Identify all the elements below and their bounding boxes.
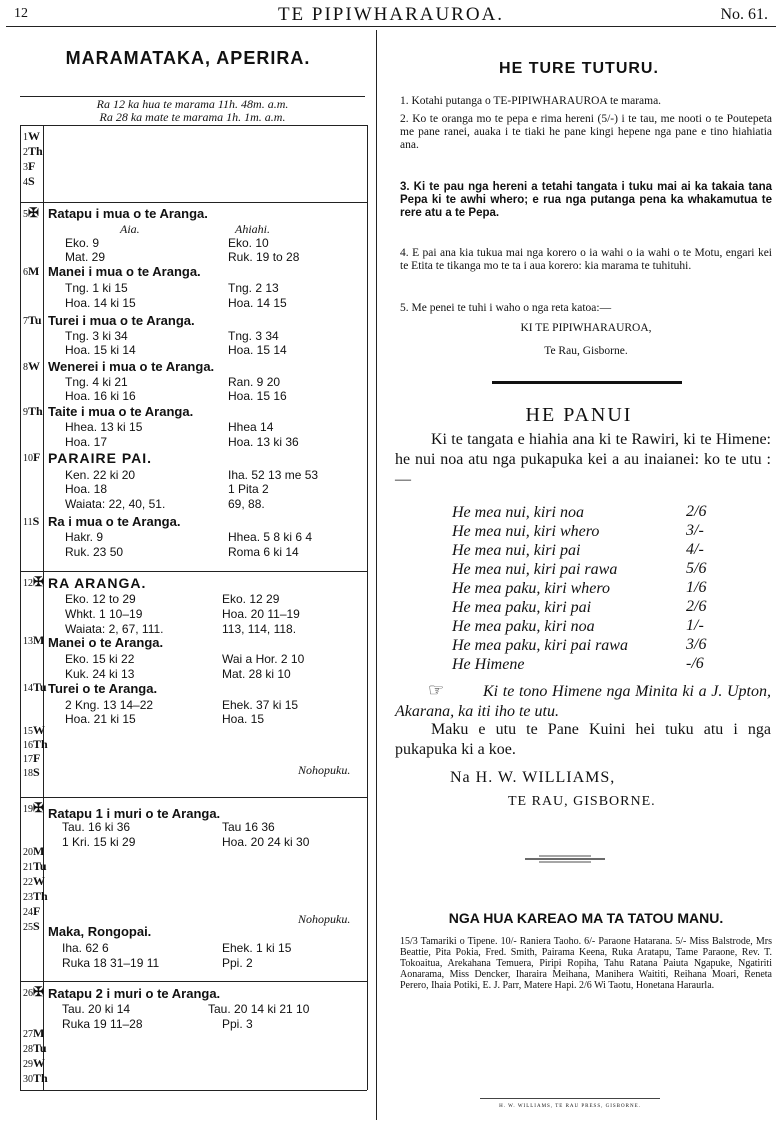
reading-morning: Tng. 4 ki 21: [65, 375, 128, 389]
reading-evening: Tau 16 36: [222, 820, 275, 834]
day-8: 8W: [23, 359, 40, 373]
day-25: 25S: [23, 919, 40, 933]
day-9: 9Th: [23, 404, 43, 418]
book-item: He Himene: [452, 656, 525, 673]
day-28: 28Tu: [23, 1041, 47, 1055]
reading-evening: Hhea 14: [228, 420, 274, 434]
reading-morning: Hakr. 9: [65, 530, 104, 544]
day-16: 16Th: [23, 737, 48, 751]
reading-morning: Ruk. 23 50: [65, 545, 124, 559]
day-21: 21Tu: [23, 859, 47, 873]
donations-list: 15/3 Tamariki o Tipene. 10/- Raniera Taoho. 6/- Paraone Hatarana. 5/- Miss Balstrode, Mrs Beattie, Pita Pokia, Fred. Smith, Pairama Keena, Ruka Aratapu, Tame Paraone, Rev. T. Tokoaitua, Arekahana Temuera, Piripi Ropiha, Tahu Ratana Paiuta Ngapuke, Ngatiriti Aonarama, Miss Dencker, Iharaira Meihana, Manihera Waititi, Reihana Moari, Reneta Perero, Ihaia Potiki, E. J. Parr, Matere Hapi. 2/6 Wi Taotu, Honetana Haraurla.: [400, 936, 772, 991]
signature-name: Na H. W. WILLIAMS,: [450, 769, 616, 786]
reading-morning: Ruka 18 31–19 11: [62, 956, 160, 970]
moon-new: Ra 28 ka mate te marama 1h. 1m. a.m.: [99, 110, 286, 124]
reading-evening: Tng. 2 13: [228, 281, 279, 295]
rules-title: HE TURE TUTURU.: [499, 60, 659, 77]
reading-morning: Tau. 16 ki 36: [62, 820, 131, 834]
reading-morning: Hoa. 16 ki 16: [65, 389, 136, 403]
book-price: 3/6: [686, 636, 707, 653]
day-30: 30Th: [23, 1071, 48, 1085]
reading-morning: Hhea. 13 ki 15: [65, 420, 143, 434]
hymns-morning: Waiata: 2, 67, 111.: [65, 622, 164, 636]
book-price: 4/-: [686, 541, 704, 558]
page-number: 12: [14, 6, 28, 21]
panui-intro: Ki te tangata e hiahia ana ki te Rawiri, ki te Himene: he nui noa atu nga pukapuka kei a au inaianei: ko te utu :—: [395, 431, 771, 488]
reading-evening: Ruk. 19 to 28: [228, 250, 300, 264]
reading-morning: Hoa. 17: [65, 435, 108, 449]
calendar-day-rule: [43, 125, 44, 1090]
reading-evening: Ppi. 3: [222, 1017, 253, 1031]
book-item: He mea nui, kiri pai rawa: [452, 561, 618, 578]
book-price: 2/6: [686, 503, 707, 520]
book-price: 3/-: [686, 522, 704, 539]
reading-evening: Hhea. 5 8 ki 6 4: [228, 530, 313, 544]
hymn-note: Ki te tono Himene nga Minita ki a J. Upton, Akarana, ka iti iho te utu.: [395, 683, 771, 720]
entry-title: PARAIRE PAI.: [48, 450, 153, 466]
entry-title: Manei i mua o te Aranga.: [48, 264, 201, 279]
address-line-2: Te Rau, Gisborne.: [544, 345, 628, 357]
day-23: 23Th: [23, 889, 48, 903]
rule-1: 1. Kotahi putanga o TE-PIPIWHARAUROA te marama.: [400, 95, 662, 107]
calendar-title: MARAMATAKA, APERIRA.: [65, 48, 311, 68]
page-header: [6, 4, 776, 27]
reading-evening: Iha. 52 13 me 53: [228, 468, 319, 482]
reading-morning: Ken. 22 ki 20: [65, 468, 136, 482]
hymns-evening: 113, 114, 118.: [222, 622, 297, 636]
reading-morning: Hoa. 15 ki 14: [65, 343, 136, 357]
rule-5: 5. Me penei te tuhi i waho o nga reta katoa:—: [400, 302, 612, 314]
footer-rule: [480, 1098, 660, 1099]
donations-title: NGA HUA KAREAO MA TA TATOU MANU.: [448, 910, 724, 926]
reading-morning: Tng. 3 ki 34: [65, 329, 128, 343]
entry-title: Ratapu i mua o te Aranga.: [48, 206, 208, 221]
section-rule: [492, 381, 682, 384]
day-7: 7Tu: [23, 313, 42, 327]
issue-number: No. 61.: [720, 6, 768, 23]
morning-label: Aia.: [120, 222, 140, 236]
reading-evening: Eko. 10: [228, 236, 269, 250]
entry-title: Turei o te Aranga.: [48, 681, 158, 696]
entry-title: Ra i mua o te Aranga.: [48, 514, 181, 529]
day-4: 4S: [23, 174, 35, 188]
day-27: 27M: [23, 1026, 45, 1040]
book-price: 5/6: [686, 560, 707, 577]
rule-3: 3. Ki te pau nga hereni a tetahi tangata i tuku mai ai ka takaia tana Pepa ki te awhi whero; e rua nga putanga pena ka whakamutua te rere atu a te Pepa.: [400, 181, 772, 219]
day-26: 26✠: [23, 984, 44, 999]
entry-title: Ratapu 2 i muri o te Aranga.: [48, 986, 221, 1001]
reading-evening: Hoa. 15 14: [228, 343, 287, 357]
entry-title: Maka, Rongopai.: [48, 924, 152, 939]
reading-evening: 1 Pita 2: [228, 482, 269, 496]
reading-evening: Wai a Hor. 2 10: [222, 652, 305, 666]
book-item: He mea nui, kiri whero: [452, 523, 600, 540]
day-3: 3F: [23, 159, 36, 173]
book-price: 1/-: [686, 617, 704, 634]
hymns-morning: Waiata: 22, 40, 51.: [65, 497, 166, 511]
moon-full: Ra 12 ka hua te marama 11h. 48m. a.m.: [96, 97, 289, 111]
day-20: 20M: [23, 844, 45, 858]
reading-evening: Hoa. 15: [222, 712, 265, 726]
week-line: [20, 571, 367, 572]
reading-evening: Hoa. 14 15: [228, 296, 287, 310]
day-19: 19✠: [23, 800, 44, 815]
calendar-right-rule: [367, 125, 368, 1090]
reading-morning: Mat. 29: [65, 250, 106, 264]
week-line: [20, 1090, 367, 1091]
reading-evening: Ehek. 1 ki 15: [222, 941, 292, 955]
day-29: 29W: [23, 1056, 45, 1070]
panui-title: HE PANUI: [525, 404, 633, 426]
reading-evening: Hoa. 20 24 ki 30: [222, 835, 310, 849]
reading-morning: Hoa. 21 ki 15: [65, 712, 136, 726]
signature-address: TE RAU, GISBORNE.: [508, 794, 656, 809]
book-item: He mea nui, kiri noa: [452, 504, 584, 521]
calendar-left-rule: [20, 125, 21, 1090]
reading-evening: Hoa. 15 16: [228, 389, 287, 403]
entry-title: Wenerei i mua o te Aranga.: [48, 359, 215, 374]
book-price: 2/6: [686, 598, 707, 615]
reading-evening: Hoa. 20 11–19: [222, 607, 300, 621]
reading-evening: Mat. 28 ki 10: [222, 667, 291, 681]
reading-evening: Ppi. 2: [222, 956, 253, 970]
rule-4: 4. E pai ana kia tukua mai nga korero o ia wahi o ia wahi o te Motu, engari kei te Etita te tikanga mo te ta i aua korero: kia marama te tuhituhi.: [400, 247, 772, 272]
week-line: [20, 981, 367, 982]
lent-note: Nohopuku.: [298, 763, 351, 777]
book-price: 1/6: [686, 579, 707, 596]
entry-title: Ratapu 1 i muri o te Aranga.: [48, 806, 221, 821]
reading-evening: Tng. 3 34: [228, 329, 279, 343]
book-item: He mea nui, kiri pai: [452, 542, 581, 559]
day-5: 5✠: [23, 205, 39, 220]
reading-morning: Eko. 9: [65, 236, 100, 250]
week-line: [20, 797, 367, 798]
week-line: [20, 202, 367, 203]
reading-morning: Hoa. 14 ki 15: [65, 296, 136, 310]
day-22: 22W: [23, 874, 45, 888]
week-line: [20, 125, 367, 126]
evening-label: Ahiahi.: [235, 222, 270, 236]
newspaper-title: TE PIPIWHARAUROA.: [277, 4, 505, 25]
column-divider: [376, 30, 377, 1120]
reading-evening: Ehek. 37 ki 15: [222, 698, 299, 712]
day-13: 13M: [23, 633, 45, 647]
pointing-hand-icon: ☞: [428, 680, 445, 700]
day-1: 1W: [23, 129, 40, 143]
rule-2: 2. Ko te oranga mo te pepa e rima hereni (5/-) i te tau, me nooti o te Poutepeta me pane ranei, auaka i te tiaki he pane kingi hepene nga pane e tino hiahiatia ana.: [400, 113, 772, 151]
entry-title: Taite i mua o te Aranga.: [48, 404, 194, 419]
book-item: He mea paku, kiri pai rawa: [452, 637, 628, 654]
book-item: He mea paku, kiri pai: [452, 599, 592, 616]
day-12: 12✠: [23, 574, 44, 589]
reading-morning: Whkt. 1 10–19: [65, 607, 143, 621]
reading-evening: Ran. 9 20: [228, 375, 281, 389]
reading-evening: Tau. 20 14 ki 21 10: [208, 1002, 310, 1016]
day-6: 6M: [23, 264, 40, 278]
reading-evening: Hoa. 13 ki 36: [228, 435, 299, 449]
reading-morning: Iha. 62 6: [62, 941, 109, 955]
postage-note: Maku e utu te Pane Kuini hei tuku atu i nga pukapuka ki a koe.: [395, 721, 771, 758]
day-2: 2Th: [23, 144, 43, 158]
book-price: -/6: [686, 655, 704, 672]
reading-evening: Roma 6 ki 14: [228, 545, 299, 559]
day-10: 10F: [23, 450, 41, 464]
address-line-1: KI TE PIPIWHARAUROA,: [520, 322, 652, 334]
entry-title: Manei o te Aranga.: [48, 635, 164, 650]
reading-morning: Eko. 12 to 29: [65, 592, 136, 606]
hymns-evening: 69, 88.: [228, 497, 265, 511]
entry-title: RA ARANGA.: [48, 575, 147, 591]
ornament-divider: [525, 852, 605, 866]
reading-morning: 2 Kng. 13 14–22: [65, 698, 154, 712]
day-11: 11S: [23, 514, 40, 528]
day-18: 18S: [23, 765, 40, 779]
reading-morning: Kuk. 24 ki 13: [65, 667, 135, 681]
reading-morning: 1 Kri. 15 ki 29: [62, 835, 136, 849]
lent-note: Nohopuku.: [298, 912, 351, 926]
day-17: 17F: [23, 751, 41, 765]
entry-title: Turei i mua o te Aranga.: [48, 313, 195, 328]
reading-morning: Eko. 15 ki 22: [65, 652, 135, 666]
reading-morning: Tau. 20 ki 14: [62, 1002, 131, 1016]
day-24: 24F: [23, 904, 41, 918]
reading-morning: Tng. 1 ki 15: [65, 281, 128, 295]
reading-morning: Ruka 19 11–28: [62, 1017, 143, 1031]
book-item: He mea paku, kiri noa: [452, 618, 595, 635]
book-item: He mea paku, kiri whero: [452, 580, 611, 597]
reading-morning: Hoa. 18: [65, 482, 108, 496]
day-14: 14Tu: [23, 680, 47, 694]
reading-evening: Eko. 12 29: [222, 592, 280, 606]
printer-imprint: H. W. WILLIAMS, TE RAU PRESS, GISBORNE.: [499, 1104, 641, 1109]
day-15: 15W: [23, 723, 45, 737]
